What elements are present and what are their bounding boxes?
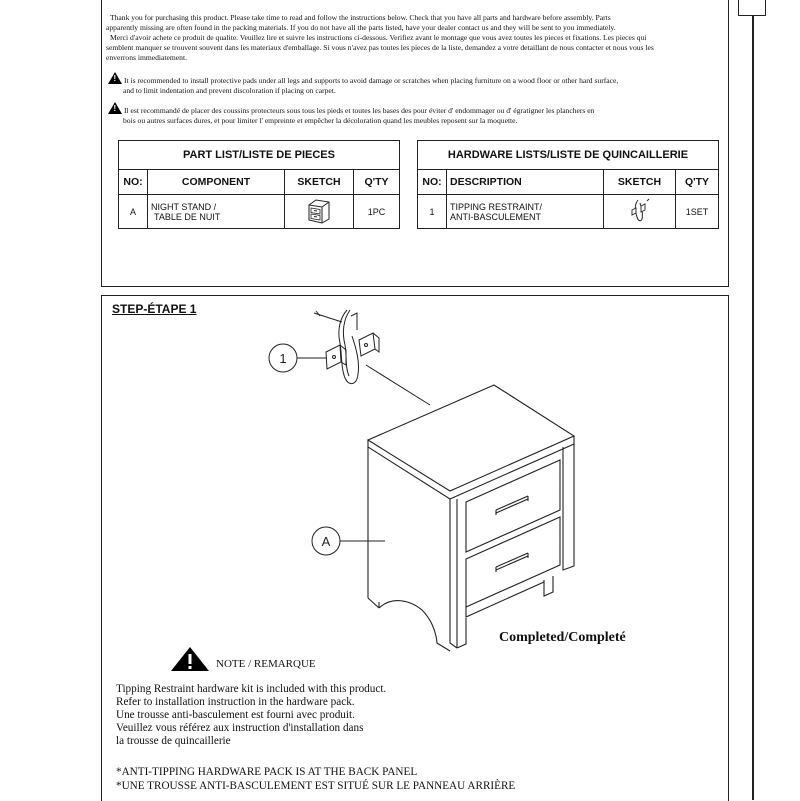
column-header: NO:: [119, 170, 148, 195]
column-header: SKETCH: [604, 170, 676, 195]
callout-1-label: 1: [279, 351, 287, 366]
callout-a-label: A: [321, 534, 331, 549]
note-line: Refer to installation instruction in the hardware pack.: [116, 696, 355, 708]
callout-a: [312, 527, 385, 555]
hardware-qty: 1SET: [676, 195, 719, 229]
note-body: [116, 683, 386, 748]
tipping-restraint-drawing: [314, 310, 430, 405]
intro-line: enverrons immediatement.: [106, 53, 187, 62]
note-line: Tipping Restraint hardware kit is included with this product.: [116, 683, 387, 695]
callout-1: [269, 344, 327, 372]
warning-text: Il est recommandé de placer des coussins protecteurs sous tous les pieds et toutes les bases des pour éviter d' endommager ou d' égratigner les planchers en: [124, 106, 595, 115]
warning-text: It is recommended to install protective pads under all legs and supports to avoid damage or scratches when placing furniture on a wood floor or other hard surface,: [124, 76, 619, 85]
completed-label: Completed/Completé: [499, 630, 626, 645]
note-warning-icon: [170, 646, 210, 672]
part-list-title: PART LIST/LISTE DE PIECES: [119, 141, 400, 170]
column-header: Q'TY: [676, 170, 719, 195]
step-title: STEP-ÉTAPE 1: [112, 302, 197, 316]
component-line: TABLE DE NUIT: [154, 211, 221, 222]
warning-text: and to limit indentation and prevent discoloration if placing on carpet.: [123, 86, 336, 95]
note-line: Veuillez vous référez aux instruction d'installation dans: [116, 722, 364, 734]
intro-line: apparently missing are often found in the packing materials. If you do not have all the parts listed, have your dealer contact us and they will be sent to you immediately.: [106, 23, 616, 32]
part-no: A: [119, 195, 148, 229]
column-header: DESCRIPTION: [447, 170, 604, 195]
hardware-list-title: HARDWARE LISTS/LISTE DE QUINCAILLERIE: [418, 141, 719, 170]
note-title: NOTE / REMARQUE: [216, 658, 316, 670]
column-header: COMPONENT: [148, 170, 285, 195]
description-line: TIPPING RESTRAINT/: [450, 201, 543, 212]
part-qty: 1PC: [354, 195, 400, 229]
anti-tipping-line: *ANTI-TIPPING HARDWARE PACK IS AT THE BACK PANEL: [116, 766, 418, 778]
intro-line: Thank you for purchasing this product. Please take time to read and follow the instructions below. Check that you have all parts and hardware before assembly. Parts: [110, 13, 611, 22]
hardware-no: 1: [418, 195, 447, 229]
component-line: NIGHT STAND /: [151, 201, 217, 212]
column-header: Q'TY: [354, 170, 400, 195]
note-line: Une trousse anti-basculement est fourni avec produit.: [116, 709, 355, 721]
anti-tipping-line: *UNE TROUSSE ANTI-BASCULEMENT EST SITUÉ SUR LE PANNEAU ARRIÈRE: [116, 780, 516, 792]
intro-line: Merci d'avoir achete ce produit de qualite. Veuillez lire et suivre les instructions ci-dessous. Verifiez avant le montage que vous avez toutes les pieces et fixations. Les pieces qui: [110, 33, 647, 42]
column-header: NO:: [418, 170, 447, 195]
intro-line: semblent manquer se trouvent souvent dans les materiaux d'emballage. Si vous n'avez pas toutes les pieces de la liste, demandez a votre detaillant de nous contacter et nous vous les: [106, 43, 654, 52]
nightstand-drawing: [368, 385, 574, 651]
warning-text: bois ou autres surfaces dures, et pour limiter l' empreinte et empêcher la décoloration quand les meubles reposent sur la moquette.: [123, 116, 518, 125]
column-header: SKETCH: [285, 170, 354, 195]
anti-tipping-notice: [116, 765, 515, 793]
note-line: la trousse de quincaillerie: [116, 735, 231, 747]
description-line: ANTI-BASCULEMENT: [450, 211, 542, 222]
